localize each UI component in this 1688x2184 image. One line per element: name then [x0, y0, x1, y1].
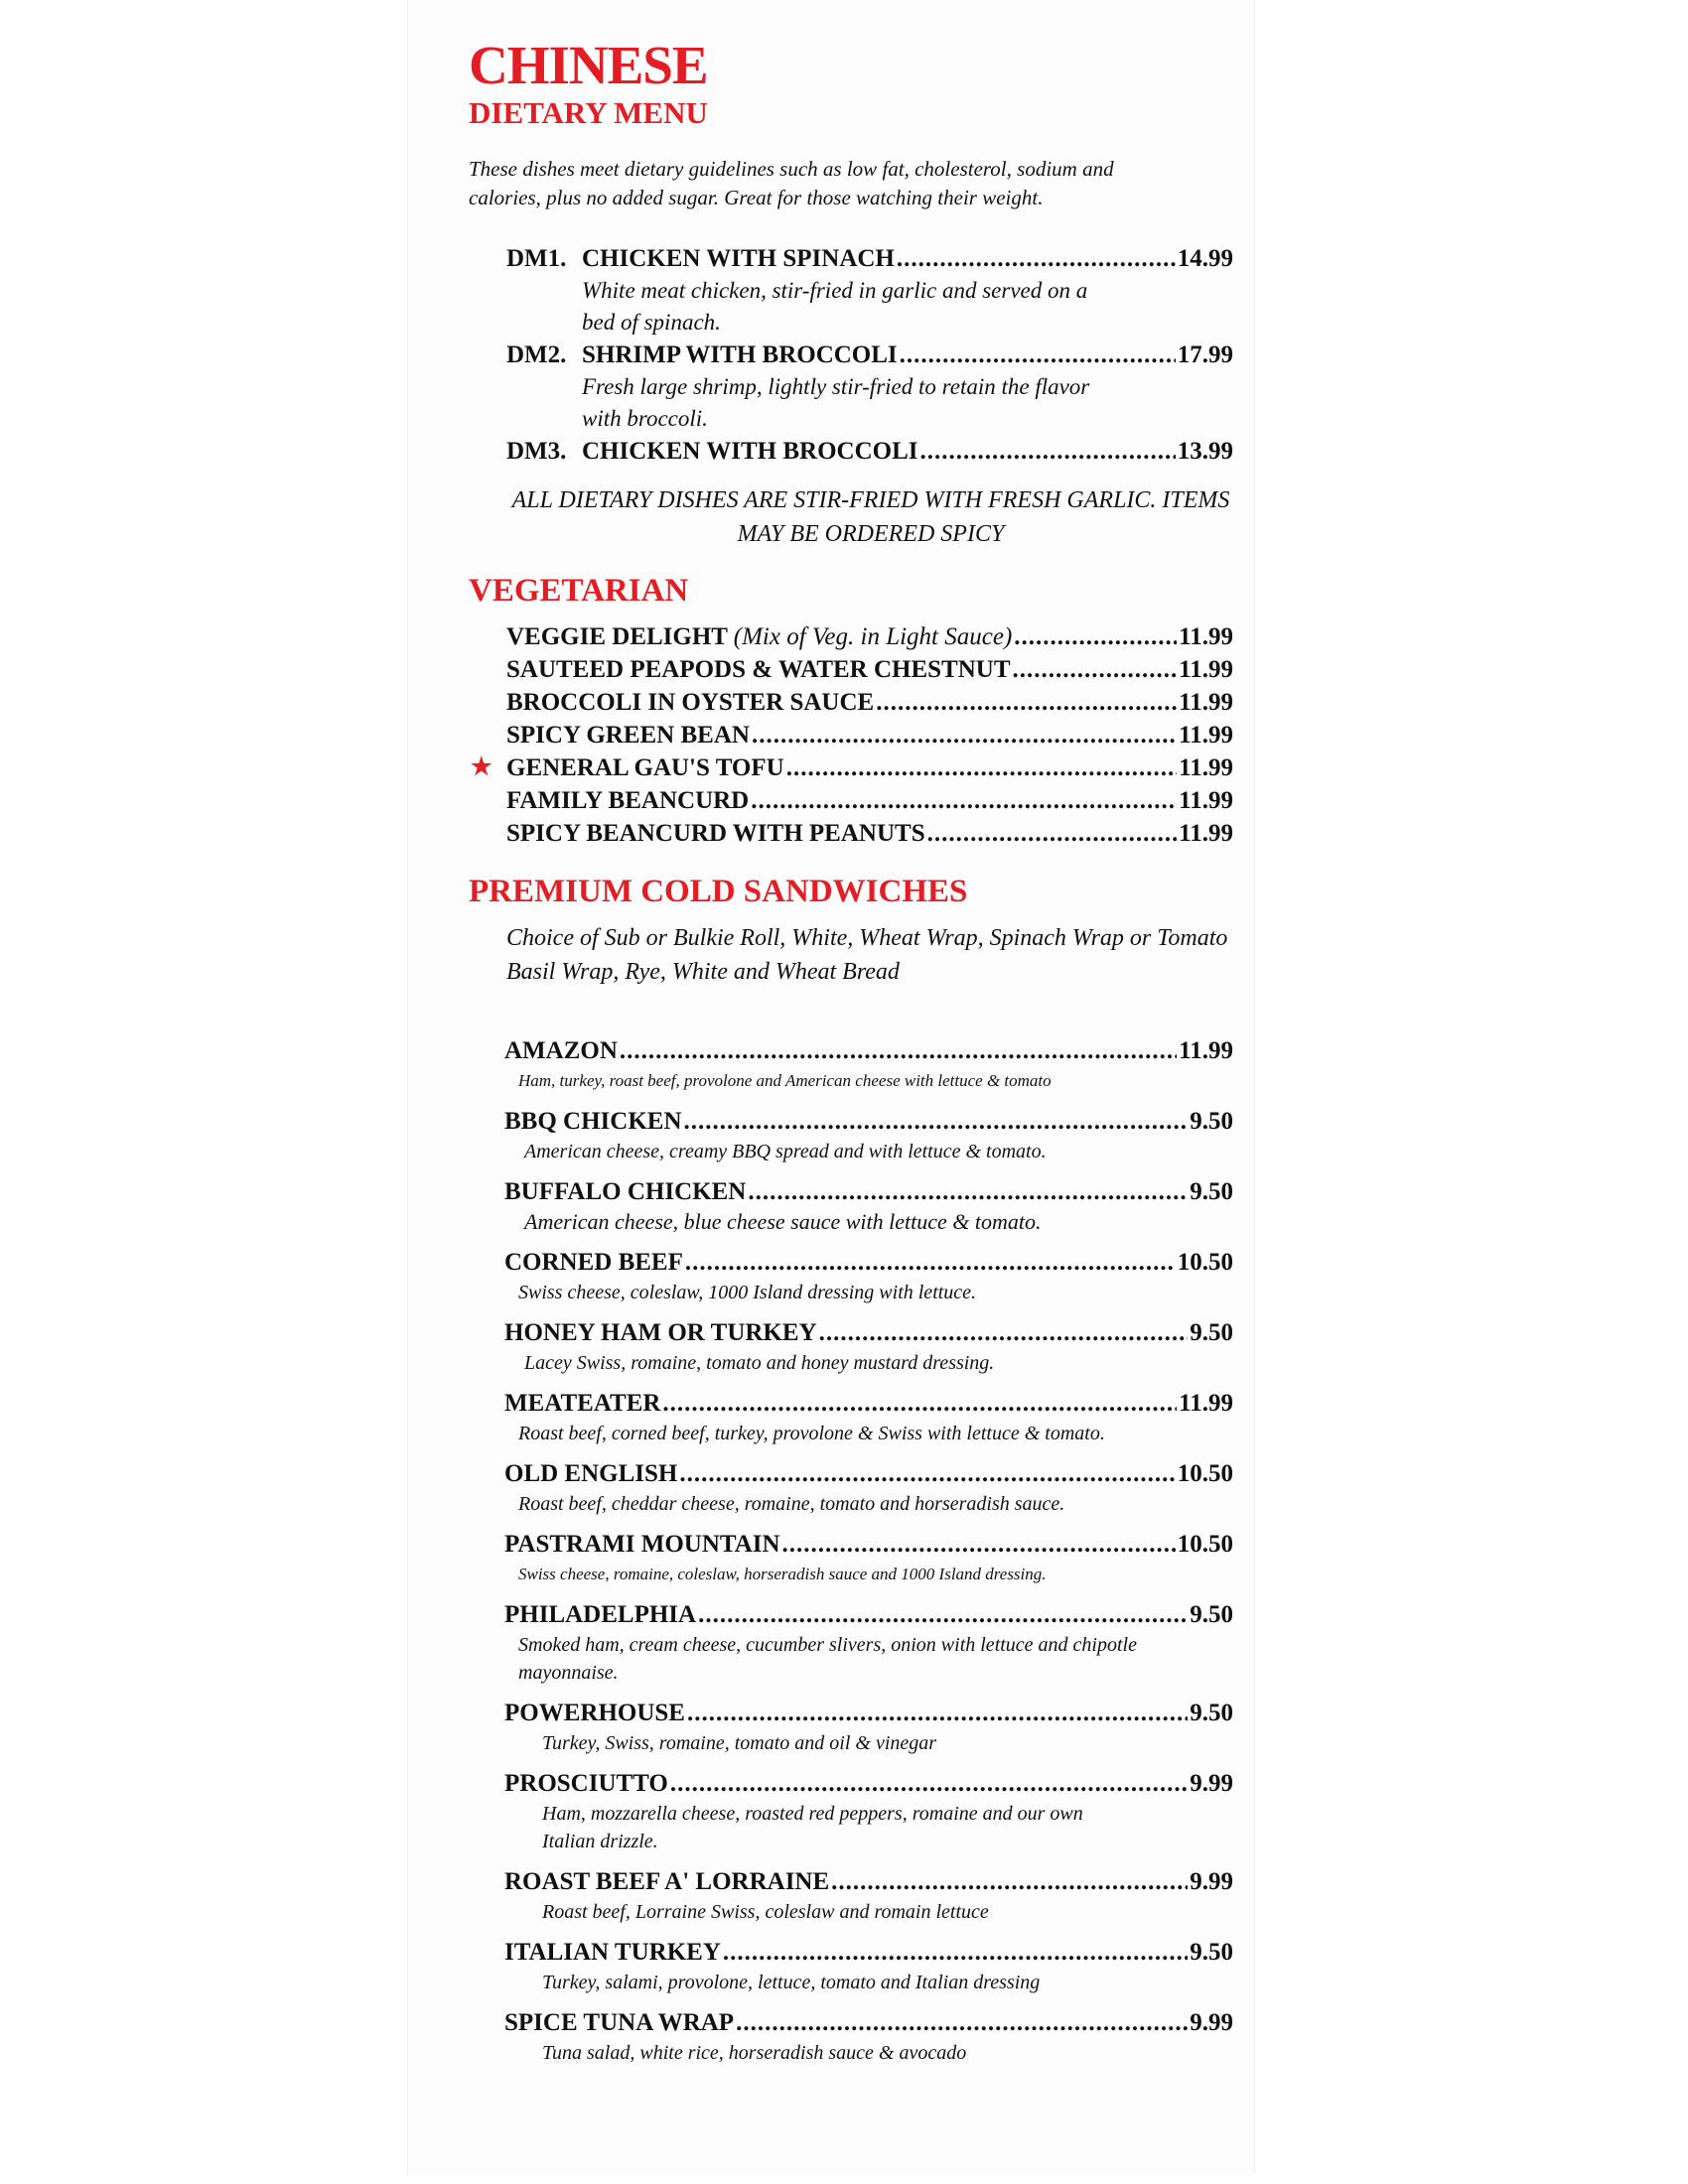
leader-dots [900, 339, 1176, 371]
leader-dots [751, 784, 1177, 817]
item-name: PASTRAMI MOUNTAIN [504, 1531, 780, 1558]
item-name: BUFFALO CHICKEN [504, 1178, 747, 1205]
item-price: 11.99 [1179, 656, 1233, 683]
menu-content [469, 36, 1233, 2077]
item-description: Tuna salad, white rice, horseradish sauce & avocado [542, 2042, 967, 2064]
item-name: BROCCOLI IN OYSTER SAUCE [506, 689, 875, 716]
leader-dots [897, 242, 1176, 275]
menu-item [469, 1598, 1233, 1631]
menu-item [469, 1105, 1233, 1138]
menu-item [469, 1865, 1233, 1898]
item-name: BBQ CHICKEN [504, 1108, 682, 1135]
item-price: 11.99 [1179, 722, 1233, 749]
item-name: SPICE TUNA WRAP [504, 2009, 735, 2036]
item-description: American cheese, blue cheese sauce with lettuce & tomato. [524, 1209, 1042, 1234]
item-description: Ham, mozzarella cheese, roasted red peppers, romaine and our own Italian drizzle. [542, 1803, 1083, 1852]
item-price: 9.50 [1190, 1319, 1233, 1346]
leader-dots [662, 1387, 1177, 1420]
dietary-list [469, 242, 1233, 468]
section-heading-sandwiches: PREMIUM COLD SANDWICHES [469, 874, 968, 909]
menu-item [469, 1528, 1233, 1561]
item-price: 11.99 [1179, 820, 1233, 847]
menu-item [469, 242, 1233, 275]
menu-item [469, 1697, 1233, 1729]
item-description: American cheese, creamy BBQ spread and with lettuce & tomato. [524, 1141, 1047, 1162]
item-name: ROAST BEEF A' LORRAINE [504, 1868, 830, 1895]
item-name: GENERAL GAU'S TOFU [506, 754, 784, 781]
item-name: VEGGIE DELIGHT [506, 623, 728, 650]
dietary-intro: These dishes meet dietary guidelines such as low fat, cholesterol, sodium and calories, plus no added sugar. Great for those watching their weight. [469, 157, 1114, 209]
item-description: Turkey, Swiss, romaine, tomato and oil & vinegar [542, 1732, 937, 1754]
item-description: Ham, turkey, roast beef, provolone and American cheese with lettuce & tomato [518, 1071, 1052, 1090]
item-price: 10.50 [1177, 1249, 1233, 1276]
item-note: (Mix of Veg. in Light Sauce) [733, 623, 1013, 650]
item-description: Swiss cheese, coleslaw, 1000 Island dressing with lettuce. [518, 1282, 977, 1303]
item-name: HONEY HAM OR TURKEY [504, 1319, 817, 1346]
leader-dots [819, 1316, 1189, 1349]
item-price: 9.50 [1190, 1939, 1233, 1966]
leader-dots [782, 1528, 1176, 1561]
item-price: 9.50 [1190, 1108, 1233, 1135]
leader-dots [1013, 653, 1178, 686]
leader-dots [786, 751, 1177, 784]
menu-item [469, 653, 1233, 686]
star-icon: ★ [471, 754, 492, 780]
item-code: DM2. [506, 341, 567, 368]
leader-dots [684, 1105, 1189, 1138]
item-price: 17.99 [1177, 341, 1233, 368]
item-description: Roast beef, cheddar cheese, romaine, tomato and horseradish sauce. [518, 1493, 1065, 1515]
leader-dots [698, 1598, 1188, 1631]
item-name: SAUTEED PEAPODS & WATER CHESTNUT [506, 656, 1011, 683]
menu-item [469, 1316, 1233, 1349]
leader-dots [723, 1936, 1188, 1969]
dietary-note: ALL DIETARY DISHES ARE STIR-FRIED WITH FRESH GARLIC. ITEMS MAY BE ORDERED SPICY [511, 487, 1230, 547]
menu-subtitle: DIETARY MENU [469, 95, 708, 130]
menu-item [469, 686, 1233, 719]
item-name: CORNED BEEF [504, 1249, 683, 1276]
item-name: FAMILY BEANCURD [506, 787, 750, 814]
menu-item [469, 435, 1233, 468]
item-name: OLD ENGLISH [504, 1460, 678, 1487]
item-description: Roast beef, corned beef, turkey, provolone & Swiss with lettuce & tomato. [518, 1423, 1105, 1444]
menu-item [469, 784, 1233, 817]
item-name: PHILADELPHIA [504, 1601, 697, 1628]
item-price: 9.50 [1190, 1601, 1233, 1628]
item-price: 11.99 [1179, 689, 1233, 716]
leader-dots [831, 1865, 1188, 1898]
leader-dots [736, 2006, 1188, 2039]
sandwiches-intro: Choice of Sub or Bulkie Roll, White, Wheat Wrap, Spinach Wrap or Tomato Basil Wrap, Rye, White and Wheat Bread [506, 925, 1228, 985]
item-name: SPICY GREEN BEAN [506, 722, 750, 749]
item-code: DM3. [506, 438, 567, 465]
menu-item [469, 620, 1233, 653]
menu-item [469, 751, 1233, 784]
leader-dots [920, 435, 1176, 468]
item-description: Fresh large shrimp, lightly stir-fried to retain the flavor with broccoli. [582, 374, 1090, 431]
item-name: PROSCIUTTO [504, 1770, 668, 1797]
leader-dots [1014, 620, 1177, 653]
item-description: Roast beef, Lorraine Swiss, coleslaw and romain lettuce [542, 1901, 989, 1923]
menu-title: CHINESE [469, 35, 708, 95]
item-price: 11.99 [1179, 623, 1233, 650]
menu-item [469, 1175, 1233, 1208]
leader-dots [670, 1767, 1188, 1800]
item-name: MEATEATER [504, 1390, 661, 1417]
item-price: 9.99 [1190, 1868, 1233, 1895]
leader-dots [620, 1034, 1177, 1067]
leader-dots [876, 686, 1177, 719]
menu-item [469, 2006, 1233, 2039]
leader-dots [679, 1457, 1175, 1490]
menu-item [469, 1034, 1233, 1067]
item-description: Smoked ham, cream cheese, cucumber slivers, onion with lettuce and chipotle mayonnaise. [518, 1634, 1137, 1684]
item-name: CHICKEN WITH BROCCOLI [582, 438, 918, 465]
item-name: CHICKEN WITH SPINACH [582, 245, 895, 272]
item-price: 11.99 [1179, 754, 1233, 781]
menu-item [469, 1457, 1233, 1490]
item-name: SPICY BEANCURD WITH PEANUTS [506, 820, 925, 847]
menu-item [469, 1936, 1233, 1969]
item-description: Lacey Swiss, romaine, tomato and honey mustard dressing. [524, 1352, 995, 1374]
menu-item [469, 1767, 1233, 1800]
item-name: POWERHOUSE [504, 1700, 685, 1726]
item-price: 9.99 [1190, 2009, 1233, 2036]
item-price: 9.50 [1190, 1178, 1233, 1205]
item-price: 13.99 [1177, 438, 1233, 465]
item-price: 10.50 [1177, 1460, 1233, 1487]
item-price: 11.99 [1179, 1390, 1233, 1417]
item-code: DM1. [506, 245, 567, 272]
sandwich-list [469, 1034, 1233, 2067]
item-description: Turkey, salami, provolone, lettuce, tomato and Italian dressing [542, 1972, 1041, 1993]
item-description: White meat chicken, stir-fried in garlic and served on a bed of spinach. [582, 278, 1088, 335]
item-price: 14.99 [1177, 245, 1233, 272]
leader-dots [687, 1697, 1188, 1729]
item-name: SHRIMP WITH BROCCOLI [582, 341, 898, 368]
item-price: 9.50 [1190, 1700, 1233, 1726]
item-description: Swiss cheese, romaine, coleslaw, horseradish sauce and 1000 Island dressing. [518, 1565, 1047, 1583]
leader-dots [752, 719, 1177, 751]
menu-item [469, 719, 1233, 751]
item-price: 11.99 [1179, 1037, 1233, 1064]
section-heading-vegetarian: VEGETARIAN [469, 573, 689, 609]
item-price: 9.99 [1190, 1770, 1233, 1797]
item-price: 11.99 [1179, 787, 1233, 814]
menu-item [469, 817, 1233, 850]
menu-item [469, 339, 1233, 371]
menu-item [469, 1246, 1233, 1279]
leader-dots [685, 1246, 1176, 1279]
vegetarian-list [469, 620, 1233, 850]
item-price: 10.50 [1177, 1531, 1233, 1558]
leader-dots [748, 1175, 1188, 1208]
item-name: AMAZON [504, 1037, 618, 1064]
leader-dots [927, 817, 1178, 850]
item-name: ITALIAN TURKEY [504, 1939, 721, 1966]
menu-item [469, 1387, 1233, 1420]
